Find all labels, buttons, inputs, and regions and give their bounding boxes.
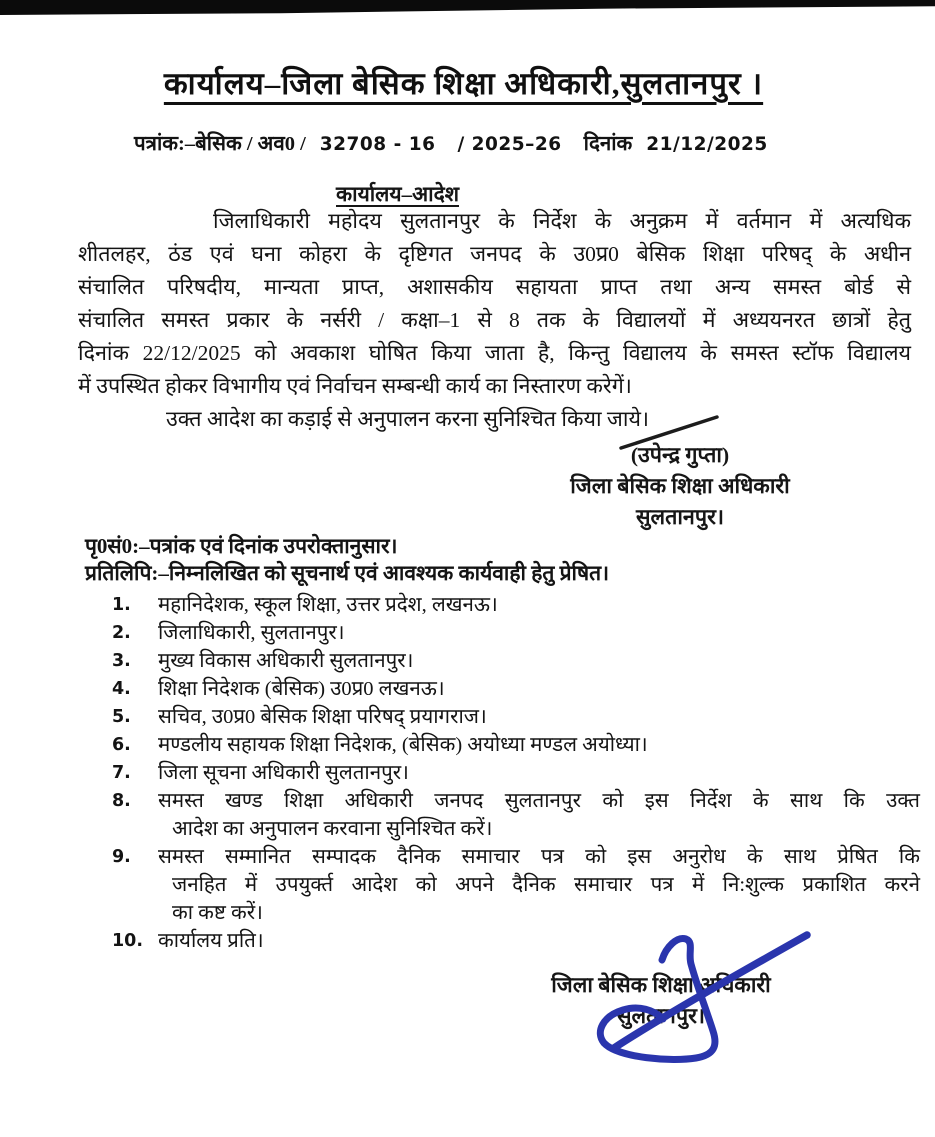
- order-heading: कार्यालय–आदेश: [336, 182, 459, 206]
- recipient-row: [85, 731, 920, 759]
- year-range: / 2025–26: [457, 134, 562, 155]
- recipient-row: [85, 647, 920, 675]
- recipient-row: [85, 703, 920, 731]
- scan-edge-artifact: [0, 0, 935, 15]
- recipient-number: 3.: [112, 651, 131, 671]
- body-line: जिलाधिकारी महोदय सुलतानपुर के निर्देश के अनुक्रम में वर्तमान में अत्यधिक: [213, 209, 911, 233]
- recipient-line: मुख्य विकास अधिकारी सुलतानपुर।: [158, 650, 414, 672]
- recipient-number: 5.: [112, 707, 131, 727]
- recipient-row: [85, 591, 920, 619]
- letter-number: 32708 - 16: [319, 134, 436, 155]
- recipient-text: [158, 843, 920, 927]
- recipient-line: जिलाधिकारी, सुलतानपुर।: [158, 622, 345, 644]
- recipient-number: 9.: [112, 847, 131, 867]
- recipient-number: 6.: [112, 735, 131, 755]
- recipient-line: जिला सूचना अधिकारी सुलतानपुर।: [158, 762, 409, 784]
- recipient-line: सचिव, उ0प्र0 बेसिक शिक्षा परिषद् प्रयागराज।: [158, 706, 487, 728]
- recipient-line: का कष्ट करें।: [172, 902, 263, 924]
- signatory-place: सुलतानपुर।: [635, 505, 725, 529]
- recipient-text: [158, 591, 920, 619]
- recipient-row: [85, 787, 920, 843]
- recipient-number: 1.: [112, 595, 131, 615]
- recipient-number: 7.: [112, 763, 131, 783]
- body-line: संचालित परिषदीय, मान्यता प्राप्त, अशासकीय सहायता प्राप्त तथा अन्य समस्त बोर्ड से: [78, 275, 911, 299]
- recipient-line: समस्त सम्मानित सम्पादक दैनिक समाचार पत्र को इस अनुरोध के साथ प्रेषित कि: [158, 846, 920, 868]
- recipient-number: 4.: [112, 679, 131, 699]
- body-line: संचालित समस्त प्रकार के नर्सरी / कक्षा–1 से 8 तक के विद्यालयों में अध्ययनरत छात्रों हेतु: [78, 308, 911, 332]
- recipient-row: [85, 927, 920, 955]
- recipient-number: 8.: [112, 791, 131, 811]
- endorsement-ref-note: पृ0सं0:–पत्रांक एवं दिनांक उपरोक्तानुसार।: [85, 534, 398, 558]
- recipient-line: जनहित में उपयुर्क्त आदेश को अपने दैनिक समाचार पत्र में नि:शुल्क प्रकाशित करने: [172, 874, 920, 896]
- bottom-signatory-designation: जिला बेसिक शिक्षा अधिकारी: [551, 973, 771, 997]
- endorsement-section: [85, 533, 920, 955]
- body-line: में उपस्थित होकर विभागीय एवं निर्वाचन सम्बन्धी कार्य का निस्तारण करेगें।: [78, 374, 632, 398]
- body-line: शीतलहर, ठंड एवं घना कोहरा के दृष्टिगत जनपद के उ0प्र0 बेसिक शिक्षा परिषद् के अधीन: [78, 242, 911, 266]
- recipient-row: [85, 843, 920, 927]
- recipient-text: [158, 647, 920, 675]
- body-line: उक्त आदेश का कड़ाई से अनुपालन करना सुनिश्चित किया जाये।: [166, 407, 650, 431]
- signatory-designation: जिला बेसिक शिक्षा अधिकारी: [570, 474, 790, 498]
- recipient-number: 10.: [112, 931, 144, 951]
- recipient-line: शिक्षा निदेशक (बेसिक) उ0प्र0 लखनऊ।: [158, 678, 445, 700]
- recipient-number: 2.: [112, 623, 131, 643]
- recipient-text: [158, 619, 920, 647]
- bottom-signatory-block: [511, 970, 811, 1032]
- recipient-line: मण्डलीय सहायक शिक्षा निदेशक, (बेसिक) अयोध्या मण्डल अयोध्या।: [158, 734, 648, 756]
- recipient-line: कार्यालय प्रति।: [158, 930, 264, 952]
- date-label: दिनांक: [583, 133, 633, 155]
- order-body: [78, 205, 911, 436]
- recipient-row: [85, 759, 920, 787]
- letter-number-line: [134, 129, 768, 157]
- date-value: 21/12/2025: [646, 134, 768, 155]
- recipient-text: [158, 787, 920, 843]
- recipient-text: [158, 675, 920, 703]
- recipient-line: आदेश का अनुपालन करवाना सुनिश्चित करें।: [172, 818, 493, 840]
- recipient-text: [158, 759, 920, 787]
- office-title: कार्यालय–जिला बेसिक शिक्षा अधिकारी,सुलतानपुर ।: [163, 66, 764, 101]
- bottom-signatory-place: सुलतानपुर।: [616, 1004, 706, 1028]
- recipient-row: [85, 619, 920, 647]
- ref-label: पत्रांक:–बेसिक / अव0 /: [134, 133, 306, 155]
- body-line: दिनांक 22/12/2025 को अवकाश घोषित किया जाता है, किन्तु विद्यालय के समस्त स्टॉफ विद्यालय: [78, 341, 911, 365]
- recipient-text: [158, 703, 920, 731]
- recipient-line: समस्त खण्ड शिक्षा अधिकारी जनपद सुलतानपुर को इस निर्देश के साथ कि उक्त: [158, 790, 920, 812]
- signatory-name: (उपेन्द्र गुप्ता): [630, 443, 730, 467]
- recipient-text: [158, 927, 920, 955]
- recipient-line: महानिदेशक, स्कूल शिक्षा, उत्तर प्रदेश, लखनऊ।: [158, 594, 498, 616]
- signatory-block: [535, 440, 825, 533]
- recipient-text: [158, 731, 920, 759]
- recipient-row: [85, 675, 920, 703]
- endorsement-copy-note: प्रतिलिपि:–निम्नलिखित को सूचनार्थ एवं आवश्यक कार्यवाही हेतु प्रेषित।: [85, 561, 610, 585]
- recipient-list: [85, 591, 920, 955]
